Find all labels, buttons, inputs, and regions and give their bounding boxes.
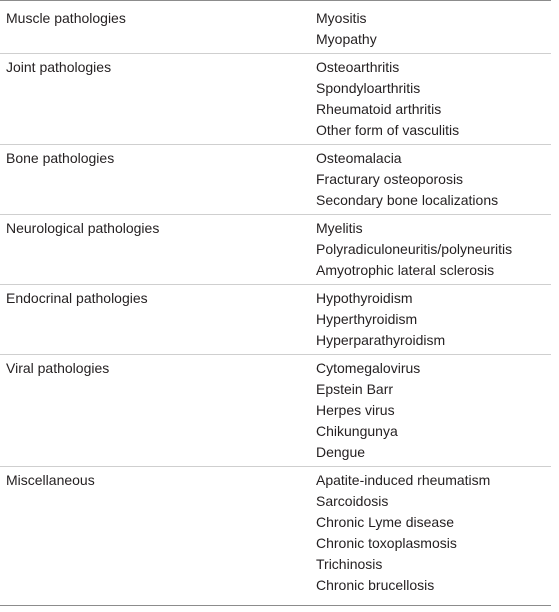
list-item: Osteomalacia (316, 150, 402, 166)
table-row (0, 5, 551, 54)
category-cell: Endocrinal pathologies (6, 290, 148, 306)
list-item: Fracturary osteoporosis (316, 171, 464, 187)
list-item: Myositis (316, 10, 367, 26)
table-row (0, 355, 551, 467)
table-top-rule (0, 0, 551, 1)
table-row (0, 145, 551, 215)
list-item: Sarcoidosis (316, 493, 389, 509)
category-cell: Miscellaneous (6, 472, 95, 488)
list-item: Hyperthyroidism (316, 311, 418, 327)
items-cell (316, 148, 551, 211)
table-row (0, 215, 551, 285)
list-item: Epstein Barr (316, 381, 394, 397)
list-item: Trichinosis (316, 556, 383, 572)
table-bottom-rule (0, 605, 551, 606)
table-row (0, 285, 551, 355)
list-item: Amyotrophic lateral sclerosis (316, 262, 495, 278)
table-row (0, 467, 551, 599)
items-cell (316, 57, 551, 141)
list-item: Chronic toxoplasmosis (316, 535, 457, 551)
category-cell: Muscle pathologies (6, 10, 126, 26)
list-item: Other form of vasculitis (316, 122, 460, 138)
list-item: Apatite-induced rheumatism (316, 472, 491, 488)
table-body (0, 5, 551, 599)
items-cell (316, 288, 551, 351)
list-item: Secondary bone localizations (316, 192, 499, 208)
items-cell (316, 470, 551, 596)
items-cell (316, 358, 551, 463)
category-cell: Joint pathologies (6, 59, 112, 75)
list-item: Hypothyroidism (316, 290, 413, 306)
table-row (0, 54, 551, 145)
list-item: Rheumatoid arthritis (316, 101, 442, 117)
list-item: Myelitis (316, 220, 363, 236)
category-cell: Bone pathologies (6, 150, 115, 166)
list-item: Spondyloarthritis (316, 80, 421, 96)
list-item: Chikungunya (316, 423, 398, 439)
list-item: Myopathy (316, 31, 377, 47)
category-cell: Viral pathologies (6, 360, 110, 376)
list-item: Chronic Lyme disease (316, 514, 454, 530)
list-item: Dengue (316, 444, 366, 460)
list-item: Hyperparathyroidism (316, 332, 446, 348)
list-item: Cytomegalovirus (316, 360, 421, 376)
list-item: Herpes virus (316, 402, 395, 418)
list-item: Osteoarthritis (316, 59, 400, 75)
list-item: Polyradiculoneuritis/polyneuritis (316, 241, 513, 257)
category-cell: Neurological pathologies (6, 220, 160, 236)
list-item: Chronic brucellosis (316, 577, 435, 593)
items-cell (316, 8, 551, 50)
items-cell (316, 218, 551, 281)
